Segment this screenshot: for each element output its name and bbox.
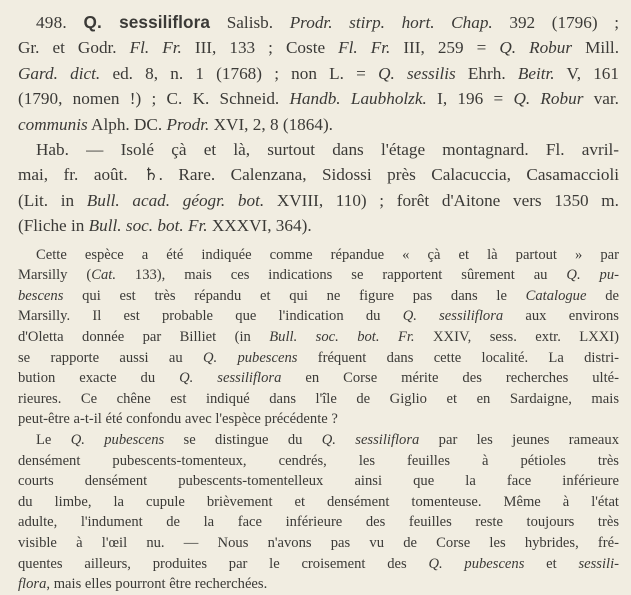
italic-text: Cat. <box>91 267 116 284</box>
italic-text: Prodr. <box>166 114 210 134</box>
text-run: adulte, l'indument de la face inférieure des feuilles reste toujours très <box>18 514 619 531</box>
note-paragraph-2 <box>18 430 619 595</box>
text-run: peut-être a-t-il été confondu avec l'espèce précédente ? <box>18 411 338 428</box>
entry-line-1 <box>18 35 619 60</box>
text-run: XXXVI, 364). <box>207 216 312 236</box>
entry-number: 498. <box>36 13 67 32</box>
italic-text: Handb. Laubholzk. <box>289 89 427 109</box>
text-run: de <box>586 287 619 304</box>
italic-text: Q. sessilis <box>378 63 456 83</box>
text-run: en Corse mérite des recherches ulté- <box>281 370 619 387</box>
note1-line-8 <box>18 409 619 430</box>
note2-line-6 <box>18 554 619 575</box>
note2-line-1 <box>18 451 619 472</box>
text-run: V, 161 <box>554 63 619 83</box>
entry-line-4 <box>18 112 619 137</box>
note1-line-6 <box>18 368 619 389</box>
text-run: qui est très répandu et qui ne figure pas dans le <box>63 287 526 304</box>
text-run: 133), mais ces indications se rapportent sûrement au <box>115 267 567 284</box>
text-run: I, 196 = <box>426 89 514 109</box>
text-run: mai, fr. août. ♄. Rare. Calenzana, Sidossi près Calacuccia, Casamaccioli <box>18 165 619 185</box>
note2-line-4 <box>18 512 619 533</box>
note2-line-2 <box>18 471 619 492</box>
italic-text: flora <box>18 576 47 593</box>
text-run: XVIII, 110) ; forêt d'Aitone vers 1350 m. <box>264 190 619 210</box>
text-run: Hab. — Isolé çà et là, surtout dans l'étage montagnard. Fl. avril- <box>36 140 619 160</box>
italic-text: bescens <box>18 287 64 304</box>
note1-line-4 <box>18 327 619 348</box>
entry-line-2 <box>18 61 619 86</box>
text-run: Alph. DC. <box>87 114 167 134</box>
text-run: XXIV, sess. extr. LXXI) <box>414 329 619 346</box>
note2-line-3 <box>18 492 619 513</box>
italic-text: Q. sessiliflora <box>179 370 282 387</box>
note1-line-1 <box>18 265 619 286</box>
text-run: III, 133 ; Coste <box>181 38 339 58</box>
habitat-paragraph <box>18 137 619 239</box>
text-run: du limbe, la cupule brièvement et densément tomenteuse. Même à l'état <box>18 493 619 510</box>
italic-text: Q. pubescens <box>428 555 525 572</box>
italic-text: Fl. Fr. <box>338 38 391 58</box>
note1-line-3 <box>18 306 619 327</box>
text-run: (1790, nomen !) ; C. K. Schneid. <box>18 89 290 109</box>
habitat-line-0 <box>18 137 619 162</box>
text-run: , mais elles pourront être recherchées. <box>46 576 268 593</box>
italic-text: Bull. soc. bot. Fr. <box>88 216 208 236</box>
text-run: 392 (1796) ; <box>492 13 619 32</box>
text-run: var. <box>583 89 619 109</box>
text-run: Ehrh. <box>455 63 518 83</box>
italic-text: Q. pu- <box>566 267 619 284</box>
italic-text: Q. pubescens <box>70 432 165 448</box>
habitat-line-1 <box>18 162 619 187</box>
habitat-line-3 <box>18 213 619 238</box>
note2-line-5 <box>18 533 619 554</box>
italic-text: Bull. acad. géogr. bot. <box>86 190 265 210</box>
text-run: fréquent dans cette localité. La distri- <box>297 349 619 366</box>
note1-line-5 <box>18 348 619 369</box>
italic-text: Q. sessiliflora <box>402 308 504 325</box>
italic-text: communis <box>18 114 88 134</box>
italic-text: Catalogue <box>525 287 587 304</box>
text-run: par les jeunes rameaux <box>419 432 619 448</box>
italic-text: Q. Robur <box>499 38 573 58</box>
italic-text: Bull. soc. bot. Fr. <box>269 329 415 346</box>
text-run: XVI, 2, 8 (1864). <box>209 114 333 134</box>
entry-line <box>18 10 619 35</box>
note2-line-0 <box>18 430 619 451</box>
text-run: densément pubescents-tomenteux, cendrés, les feuilles à pétioles très <box>18 452 619 469</box>
italic-text: Q. Robur <box>513 89 584 109</box>
text-run: Gr. et Godr. <box>18 38 130 58</box>
note2-line-7 <box>18 574 619 595</box>
text-run: se rapporte aussi au <box>18 349 203 366</box>
species-name: Q. sessiliflora <box>83 12 211 32</box>
text-run: (Lit. in <box>18 190 87 210</box>
note1-line-2 <box>18 286 619 307</box>
text-run: (Fliche in <box>18 216 89 236</box>
species-entry <box>18 10 619 137</box>
text-run: courts densément pubescents-tomentelleux ainsi que la face inférieure <box>18 473 619 490</box>
text-run: rieures. Ce chêne est indiqué dans l'île de Giglio et en Sardaigne, mais <box>18 390 619 407</box>
italic-text: Fl. Fr. <box>129 38 182 58</box>
text-run: aux environs <box>503 308 619 325</box>
text-run: Le <box>36 432 71 448</box>
note-paragraph-1 <box>18 245 619 430</box>
text-run: Mill. <box>572 38 619 58</box>
italic-text: Beitr. <box>517 63 555 83</box>
text-run: se distingue du <box>164 432 322 448</box>
text-run: bution exacte du <box>18 370 180 387</box>
italic-text: Gard. dict. <box>18 63 101 83</box>
note1-line-0 <box>18 245 619 266</box>
entry-line-3 <box>18 86 619 111</box>
text-run: Marsilly ( <box>18 267 92 284</box>
text-run: Salisb. <box>226 13 290 32</box>
italic-text: Prodr. stirp. hort. Chap. <box>289 13 493 32</box>
text-run: Cette espèce a été indiquée comme répandue « çà et là partout » par <box>36 246 619 263</box>
text-run: d'Oletta donnée par Billiet (in <box>18 329 270 346</box>
italic-text: Q. sessiliflora <box>321 432 420 448</box>
entry-line-0 <box>227 13 619 32</box>
text-run: Marsilly. Il est probable que l'indication du <box>18 308 403 325</box>
text-run: visible à l'œil nu. — Nous n'avons pas vu de Corse les hybrides, fré- <box>18 534 619 551</box>
text-run: et <box>524 555 579 572</box>
text-run: quentes ailleurs, produites par le croisement des <box>18 555 429 572</box>
italic-text: sessili- <box>578 555 619 572</box>
habitat-line-2 <box>18 188 619 213</box>
italic-text: Q. pubescens <box>202 349 298 366</box>
text-run: ed. 8, n. 1 (1768) ; non L. = <box>100 63 379 83</box>
note1-line-7 <box>18 389 619 410</box>
text-run: III, 259 = <box>390 38 500 58</box>
